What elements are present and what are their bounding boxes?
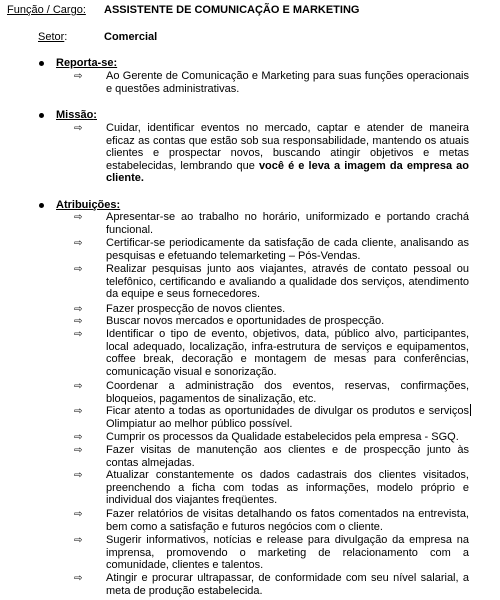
missao-text-regular: Cuidar, identificar eventos no mercado, captar e atender de maneira eficaz as contas que estão sob sua responsabilidade, mantendo os atuais clientes e prospectar novos, buscando atingir objetivos e metas estabelecidas, lembrando que: [106, 122, 469, 172]
duty-text: Identificar o tipo de evento, objetivos, data, público alvo, participantes, local adequado, localização, infra-estrutura de serviços e equipamentos, coffee break, decoração e montagem de mesas para conferências, comunicação visual e sonorização.: [106, 328, 469, 378]
duty-text: Realizar pesquisas junto aos viajantes, através de contato pessoal ou telefônico, certificando e avaliando a qualidade dos serviços, atendimento da equipe e seus fornecedores.: [106, 263, 469, 301]
bullet-icon: [39, 203, 44, 208]
section-title-text: Atribuições: [56, 199, 117, 211]
duty-text: Fazer relatórios de visitas detalhando os fatos comentados na entrevista, bem como a satisfação e futuros negócios com o cliente.: [106, 508, 469, 533]
section-title-colon: :: [113, 57, 118, 69]
arrow-icon: ⇨: [74, 238, 83, 249]
duty-text: Sugerir informativos, notícias e release para divulgação da empresa na imprensa, promovendo o marketing de relacionamento com a comunidade, clientes e talentos.: [106, 534, 469, 572]
missao-text-bold: você é e leva a imagem da empresa ao cliente.: [106, 159, 470, 185]
section-title-reporta: [56, 57, 117, 69]
arrow-icon: ⇨: [74, 264, 83, 275]
duty-text: Coordenar a administração dos eventos, reservas, confirmações, bloqueios, pagamentos de sinalização, etc.: [106, 380, 469, 405]
duty-text: Certificar-se periodicamente da satisfação de cada cliente, analisando as pesquisas e efetuando telemarketing – Pós-Vendas.: [106, 237, 469, 262]
missao-text: [106, 122, 469, 185]
job-title-value: ASSISTENTE DE COMUNICAÇÃO E MARKETING: [104, 4, 360, 16]
duty-text: Cumprir os processos da Qualidade estabelecidos pela empresa - SGQ.: [106, 431, 459, 443]
duty-text: Atualizar constantemente os dados cadastrais dos clientes visitados, preenchendo a ficha com todas as informações, modelo próprio e individual dos viajantes freqüentes.: [106, 469, 469, 507]
section-title-atribuicoes: [56, 199, 120, 211]
section-title-colon: :: [116, 199, 121, 211]
arrow-icon: ⇨: [74, 432, 83, 443]
duty-text: Apresentar-se ao trabalho no horário, uniformizado e portando crachá funcional.: [106, 211, 469, 236]
job-title-label: Função / Cargo:: [7, 4, 86, 16]
bullet-icon: [39, 113, 44, 118]
job-title-row: [7, 4, 360, 18]
section-title-colon: :: [93, 109, 97, 121]
arrow-icon: ⇨: [74, 381, 83, 392]
arrow-icon: ⇨: [74, 316, 83, 327]
arrow-icon: ⇨: [74, 123, 83, 134]
section-title-text: Reporta-se: [56, 57, 114, 69]
text-cursor[interactable]: [470, 404, 471, 416]
duty-text: Ficar atento a todas as oportunidades de divulgar os produtos e serviços Olimpiatur ao melhor público possível.: [106, 405, 469, 430]
arrow-icon: ⇨: [74, 71, 83, 82]
duty-text: Fazer visitas de manutenção aos clientes e de prospecção junto às contas almejadas.: [106, 444, 469, 469]
bullet-icon: [39, 61, 44, 66]
section-title-text: Missão: [56, 109, 94, 121]
arrow-icon: ⇨: [74, 304, 83, 315]
arrow-icon: ⇨: [74, 470, 83, 481]
arrow-icon: ⇨: [74, 509, 83, 520]
arrow-icon: ⇨: [74, 212, 83, 223]
duty-text: Atingir e procurar ultrapassar, de conformidade com seu nível salarial, a meta de produção estabelecida.: [106, 572, 469, 597]
sector-row: [38, 31, 158, 43]
section-title-missao: [56, 109, 97, 121]
arrow-icon: ⇨: [74, 406, 83, 417]
sector-label: Setor: [38, 31, 65, 43]
arrow-icon: ⇨: [74, 535, 83, 546]
arrow-icon: ⇨: [74, 329, 83, 340]
arrow-icon: ⇨: [74, 445, 83, 456]
duty-text: Fazer prospecção de novos clientes.: [106, 303, 286, 315]
arrow-icon: ⇨: [74, 573, 83, 584]
sector-value: Comercial: [104, 31, 158, 43]
duty-text: Buscar novos mercados e oportunidades de prospecção.: [106, 315, 385, 327]
reporta-text: Ao Gerente de Comunicação e Marketing para suas funções operacionais e questões administrativas.: [106, 70, 469, 95]
sector-colon: :: [64, 31, 68, 43]
